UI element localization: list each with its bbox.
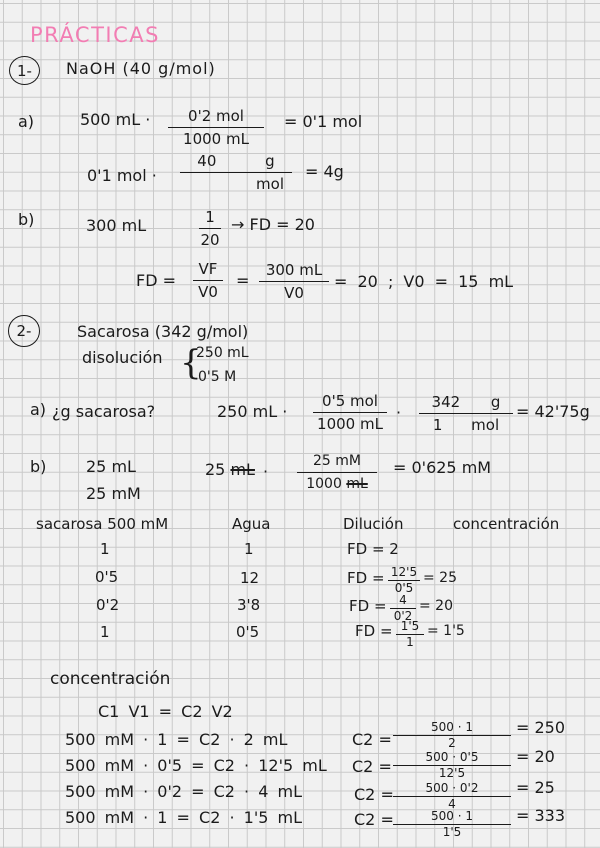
table-header-dilution: Dilución (343, 515, 404, 533)
solution-concentration: 0'5 M (198, 369, 237, 385)
concentration-equation: 500 mM · 0'5 = C2 · 12'5 mL (65, 756, 327, 775)
fraction-denominator: 12'5 (438, 766, 466, 780)
table-cell-water: 12 (240, 569, 260, 587)
p2b-dot: · (263, 462, 269, 481)
fraction-denominator: 1 (406, 635, 414, 649)
fraction-numerator: 342 g (419, 393, 513, 414)
p2b-result: = 0'625 mM (393, 458, 492, 477)
table-cell-fd: FD = (355, 622, 393, 640)
fraction-numerator: 500 · 0'2 (393, 782, 511, 797)
p2a-result: = 42'75g (516, 402, 590, 421)
dilution-formula: C1 V1 = C2 V2 (98, 702, 233, 721)
fraction-denominator: V0 (198, 283, 218, 301)
table-header-concentration: concentración (453, 515, 560, 533)
concentration-equation: 500 mM · 1 = C2 · 2 mL (65, 730, 288, 749)
c2-label: C2 = (352, 730, 392, 749)
p1b-step2-fraction-2 (259, 261, 329, 302)
c2-fraction (393, 751, 511, 780)
c2-fraction (393, 782, 511, 811)
c2-label: C2 = (354, 810, 394, 829)
p1b-step2-result: = 20 ; V0 = 15 mL (334, 272, 514, 291)
fraction-numerator: 40 g (180, 152, 292, 173)
p2a-fraction-1 (313, 392, 387, 433)
fraction-numerator: 500 · 1 (393, 721, 511, 736)
fraction-numerator: 12'5 (388, 566, 420, 581)
concentration-equation: 500 mM · 0'2 = C2 · 4 mL (65, 782, 302, 801)
fraction-numerator: VF (193, 260, 223, 281)
table-cell-water: 0'5 (236, 623, 260, 641)
problem-1-number: 1- (9, 56, 40, 85)
fraction-denominator: V0 (284, 284, 304, 302)
fraction-denominator: 0'2 (393, 609, 413, 623)
table-fd-result: = 20 (419, 598, 453, 614)
c2-label: C2 = (352, 757, 392, 776)
fraction-numerator: 1'5 (396, 620, 424, 635)
p1-part-a-label: a) (18, 112, 35, 131)
fraction-denominator: 1'5 (442, 825, 462, 839)
fraction-numerator: 25 mM (297, 452, 377, 473)
p2a-question: ¿g sacarosa? (52, 402, 156, 421)
fraction-numerator: 500 · 1 (393, 810, 511, 825)
table-cell-water: 3'8 (237, 596, 261, 614)
p2b-lhs (205, 461, 255, 479)
fraction-numerator: 0'2 mol (168, 107, 264, 128)
p2b-given-volume: 25 mL (86, 457, 136, 476)
p2a-fraction-2 (419, 393, 513, 434)
p2-part-b-label: b) (30, 457, 47, 476)
p2-part-a-label: a) (30, 400, 47, 419)
p1a-step2-fraction (180, 152, 292, 193)
fraction-denominator: 2 (448, 736, 456, 750)
table-cell-fd: FD = 2 (347, 540, 399, 558)
p1a-step1-result: = 0'1 mol (284, 112, 363, 131)
p1b-step1-fraction (199, 208, 221, 249)
fraction-numerator: 300 mL (259, 261, 329, 282)
table-cell-fd: FD = (349, 597, 387, 615)
fraction-numerator: 500 · 0'5 (393, 751, 511, 766)
fraction-denominator: mol (256, 175, 284, 193)
fraction-numerator: 1 (199, 208, 221, 229)
p1a-step1-lhs: 500 mL · (80, 110, 151, 129)
p2b-den-value: 1000 (306, 476, 342, 492)
p1b-step1-result: → FD = 20 (231, 215, 315, 234)
c2-fraction (393, 721, 511, 750)
p2b-given-concentration: 25 mM (86, 484, 141, 503)
p2b-lhs-unit-crossed: mL (230, 460, 255, 479)
table-cell-water: 1 (244, 540, 254, 558)
table-header-water: Agua (232, 515, 271, 533)
table-fd-fraction (396, 620, 424, 649)
p1-part-b-label: b) (18, 210, 35, 229)
problem-2-number: 2- (8, 315, 40, 347)
table-cell-sucrose: 0'2 (96, 596, 120, 614)
fraction-denominator: 1000 mL (183, 130, 249, 148)
p1b-step2-lhs: FD = (136, 271, 177, 290)
table-cell-sucrose: 1 (100, 540, 110, 558)
table-cell-sucrose: 0'5 (95, 568, 119, 586)
fraction-denominator: 4 (448, 797, 456, 811)
p2b-fraction (297, 452, 377, 493)
solution-label: disolución (82, 348, 163, 367)
c2-label: C2 = (354, 785, 394, 804)
table-header-sucrose: sacarosa 500 mM (36, 515, 169, 533)
p1a-step2-lhs: 0'1 mol · (87, 166, 157, 185)
solution-volume: 250 mL (196, 345, 249, 361)
p1b-step2-equals: = (236, 271, 250, 290)
c2-result: = 250 (516, 718, 566, 737)
p2a-dot: · (396, 403, 402, 422)
c2-result: = 25 (516, 778, 555, 797)
table-cell-sucrose: 1 (100, 623, 110, 641)
page-title: PRÁCTICAS (30, 23, 160, 47)
table-fd-result: = 25 (423, 570, 457, 586)
fraction-denominator (297, 473, 377, 493)
concentration-equation: 500 mM · 1 = C2 · 1'5 mL (65, 808, 302, 827)
concentration-heading: concentración (50, 669, 171, 689)
c2-fraction (393, 810, 511, 839)
c2-result: = 20 (516, 747, 555, 766)
fraction-denominator: 20 (200, 231, 220, 249)
fraction-numerator: 4 (390, 594, 416, 609)
p2b-den-unit-crossed: mL (346, 476, 368, 492)
fraction-denominator: 0'5 (394, 581, 414, 595)
problem-1-compound: NaOH (40 g/mol) (66, 59, 216, 78)
table-fd-fraction (388, 566, 420, 595)
table-fd-result: = 1'5 (427, 623, 465, 639)
table-cell-fd: FD = (347, 569, 385, 587)
solution-brace: { (180, 343, 202, 383)
p2a-lhs: 250 mL · (217, 402, 288, 421)
fraction-denominator: 1 mol (432, 416, 500, 434)
fraction-numerator: 0'5 mol (313, 392, 387, 413)
p1b-step1-lhs: 300 mL (86, 216, 147, 235)
p1b-step2-fraction-1 (193, 260, 223, 301)
fraction-denominator: 1000 mL (317, 415, 383, 433)
problem-2-compound: Sacarosa (342 g/mol) (77, 322, 249, 341)
p2b-lhs-value: 25 (205, 460, 226, 479)
p1a-step2-result: = 4g (305, 162, 344, 181)
c2-result: = 333 (516, 806, 566, 825)
p1a-step1-fraction (168, 107, 264, 148)
